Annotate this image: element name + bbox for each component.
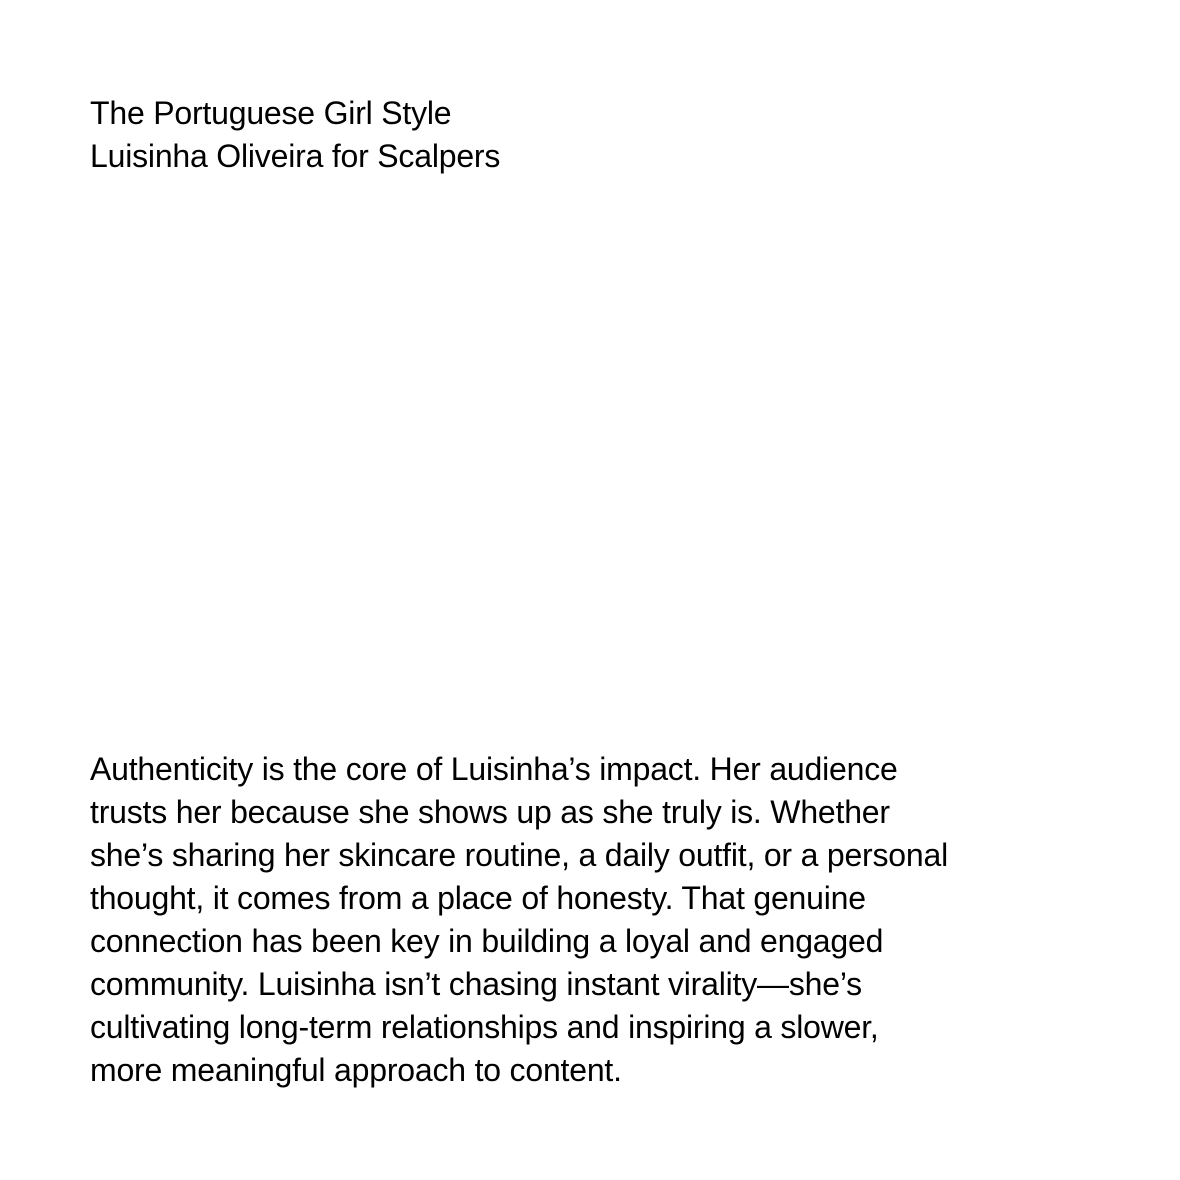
page-header: [90, 92, 1090, 178]
paragraph-line: she’s sharing her skincare routine, a daily outfit, or a personal: [90, 837, 949, 873]
paragraph-line: Authenticity is the core of Luisinha’s impact. Her audience: [90, 751, 898, 787]
paragraph-line: cultivating long-term relationships and inspiring a slower,: [90, 1009, 879, 1045]
article-paragraph: [90, 748, 1100, 1092]
paragraph-line: community. Luisinha isn’t chasing instant virality—she’s: [90, 966, 862, 1002]
paragraph-line: trusts her because she shows up as she truly is. Whether: [90, 794, 890, 830]
paragraph-line: more meaningful approach to content.: [90, 1052, 622, 1088]
page-title: The Portuguese Girl Style: [90, 95, 452, 131]
paragraph-line: connection has been key in building a loyal and engaged: [90, 923, 884, 959]
paragraph-line: thought, it comes from a place of honesty. That genuine: [90, 880, 866, 916]
page-subtitle: Luisinha Oliveira for Scalpers: [90, 138, 501, 174]
